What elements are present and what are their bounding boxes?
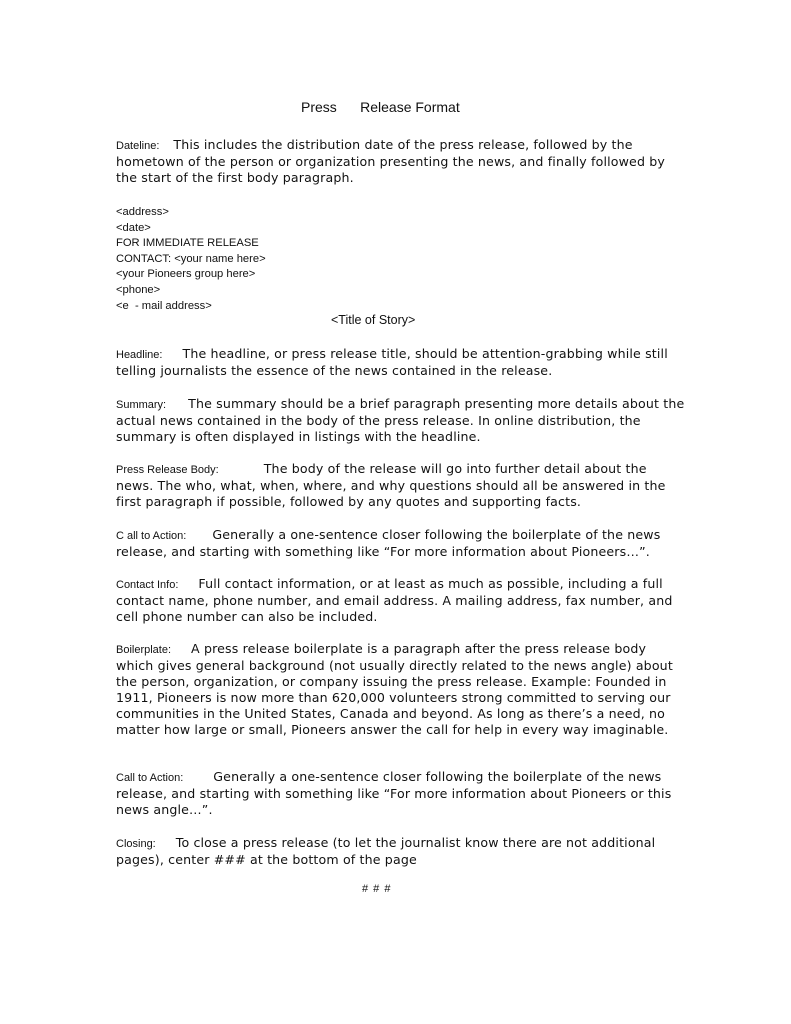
address-line: <address> xyxy=(116,206,169,218)
page-title: Press Release Format xyxy=(301,99,460,115)
boilerplate-text: A press release boilerplate is a paragraph after the press release body which gives general background (not usually directly related to the news angle) about the person, organization, or company issuing the press release. Example: Founded in 1911, Pioneers is now more than 620,000 volunteers strong committed to serving our communities in the United States, Canada and beyond. As long as there’s a need, no matter how large or small, Pioneers answer the call for help in every way imaginable. xyxy=(116,641,673,737)
call-to-action-label: C all to Action: xyxy=(116,530,187,542)
email-line: <e - mail address> xyxy=(116,299,212,312)
end-mark: # # # xyxy=(362,883,392,895)
body-text: The body of the release will go into further detail about the news. The who, what, when, where, and why questions should all be answered in the first paragraph if possible, followed by any quotes and supporting facts. xyxy=(116,461,666,509)
release-line: FOR IMMEDIATE RELEASE xyxy=(116,237,259,250)
body-label: Press Release Body: xyxy=(116,464,219,476)
phone-line: <phone> xyxy=(116,283,161,296)
contact-info-label: Contact Info: xyxy=(116,579,179,591)
headline-section xyxy=(116,346,686,379)
summary-text: The summary should be a brief paragraph presenting more details about the actual news contained in the body of the press release. In online distribution, the summary is often displayed in listings with the headline. xyxy=(116,396,685,444)
headline-text: The headline, or press release title, should be attention-grabbing while still telling journalists the essence of the news contained in the release. xyxy=(116,346,668,378)
call-to-action-section xyxy=(116,527,686,560)
dateline-section xyxy=(116,137,686,186)
contact-line: CONTACT: <your name here> xyxy=(116,252,266,265)
closing-section xyxy=(116,835,686,868)
address-block xyxy=(116,205,266,314)
headline-label: Headline: xyxy=(116,349,163,361)
dateline-text: This includes the distribution date of the press release, followed by the hometown of the person or organization presenting the news, and finally followed by the start of the first body paragraph. xyxy=(116,137,665,185)
closing-text: To close a press release (to let the journalist know there are not additional pages), center ### at the bottom of the page xyxy=(116,835,656,867)
closing-label: Closing: xyxy=(116,838,156,850)
summary-label: Summary: xyxy=(116,399,167,411)
contact-info-text: Full contact information, or at least as much as possible, including a full contact name, phone number, and email address. A mailing address, fax number, and cell phone number can also be included. xyxy=(116,576,673,624)
date-line: <date> xyxy=(116,221,151,234)
group-line: <your Pioneers group here> xyxy=(116,268,256,281)
contact-info-section xyxy=(116,576,686,625)
dateline-label: Dateline: xyxy=(116,140,160,152)
story-title: <Title of Story> xyxy=(331,313,416,327)
call-to-action-text: Generally a one-sentence closer following the boilerplate of the news release, and starting with something like “For more information about Pioneers…”. xyxy=(116,527,661,559)
body-section xyxy=(116,461,686,510)
call-to-action-section-2 xyxy=(116,769,686,818)
boilerplate-section xyxy=(116,641,686,738)
call-to-action-text-2: Generally a one-sentence closer following the boilerplate of the news release, and starting with something like “For more information about Pioneers or this news angle…”. xyxy=(116,769,672,817)
summary-section xyxy=(116,396,686,445)
boilerplate-label: Boilerplate: xyxy=(116,644,172,656)
call-to-action-label-2: Call to Action: xyxy=(116,772,184,784)
